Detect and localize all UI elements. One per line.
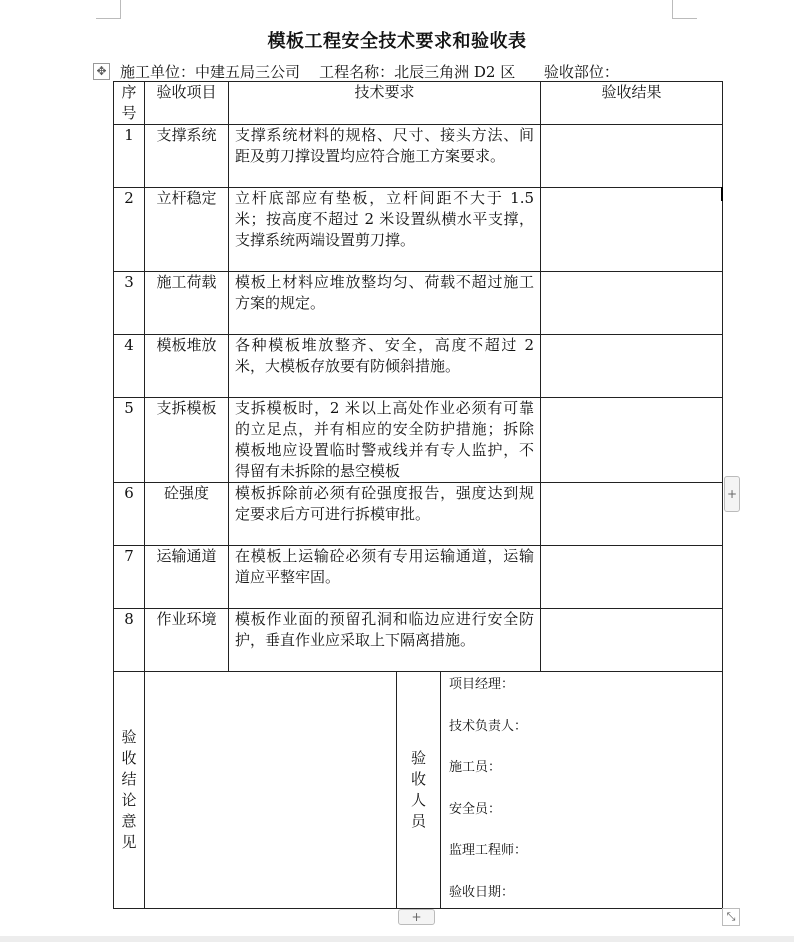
row-requirement: 模板拆除前必须有砼强度报告，强度达到规定要求后方可进行拆模审批。 <box>229 483 541 546</box>
row-number: 3 <box>114 272 145 335</box>
conclusion-label-char: 验 <box>121 728 137 746</box>
conclusion-field[interactable] <box>145 672 397 909</box>
unit-label: 施工单位： <box>120 63 196 81</box>
row-number: 5 <box>114 398 145 483</box>
row-result-field[interactable] <box>541 546 723 609</box>
conclusion-label-char: 收 <box>121 749 137 767</box>
conclusion-label-cell <box>114 672 145 909</box>
header-requirement: 技术要求 <box>229 82 541 125</box>
row-requirement: 立杆底部应有垫板，立杆间距不大于 1.5 米；按高度不超过 2 米设置纵横水平支撑，支撑系统两端设置剪刀撑。 <box>229 188 541 272</box>
row-requirement: 支撑系统材料的规格、尺寸、接头方法、间距及剪刀撑设置均应符合施工方案要求。 <box>229 125 541 188</box>
row-item: 支撑系统 <box>145 125 229 188</box>
row-number: 8 <box>114 609 145 672</box>
row-requirement: 模板上材料应堆放整均匀、荷载不超过施工方案的规定。 <box>229 272 541 335</box>
staff-label-char: 收 <box>410 770 426 788</box>
staff-signature-line[interactable]: 验收日期： <box>449 884 515 900</box>
table-row <box>114 272 723 335</box>
staff-label-char: 验 <box>410 749 426 767</box>
bottom-edge <box>0 936 794 942</box>
conclusion-label-char: 意 <box>121 812 137 830</box>
row-item: 运输通道 <box>145 546 229 609</box>
project-label: 工程名称： <box>319 63 395 81</box>
table-row <box>114 483 723 546</box>
project-value: 北辰三角洲 D2 区 <box>394 63 516 81</box>
acceptance-table <box>113 81 723 909</box>
staff-label-char: 员 <box>410 812 426 830</box>
staff-label-char: 人 <box>410 791 426 809</box>
staff-signature-line[interactable]: 监理工程师： <box>449 843 528 858</box>
table-row <box>114 335 723 398</box>
unit-value: 中建五局三公司 <box>195 63 301 81</box>
table-row <box>114 609 723 672</box>
staff-signature-line[interactable]: 技术负责人： <box>449 718 528 734</box>
row-number: 1 <box>114 125 145 188</box>
table-move-icon[interactable]: ✥ <box>93 63 110 80</box>
row-result-field[interactable] <box>541 188 723 272</box>
staff-signature-line[interactable]: 安全员： <box>449 801 502 817</box>
row-number: 4 <box>114 335 145 398</box>
row-item: 作业环境 <box>145 609 229 672</box>
header-num: 序 号 <box>114 82 145 125</box>
add-row-button[interactable]: + <box>398 909 435 925</box>
table-header-row <box>114 82 723 125</box>
text-cursor <box>721 187 723 201</box>
crop-mark-left <box>96 0 121 19</box>
row-item: 砼强度 <box>145 483 229 546</box>
conclusion-label-char: 结 <box>121 770 137 788</box>
row-result-field[interactable] <box>541 609 723 672</box>
staff-signature-line[interactable]: 项目经理： <box>449 677 515 692</box>
row-number: 2 <box>114 188 145 272</box>
staff-cell <box>397 672 723 909</box>
row-result-field[interactable] <box>541 125 723 188</box>
staff-signature-line[interactable]: 施工员： <box>449 760 502 775</box>
header-item: 验收项目 <box>145 82 229 125</box>
header-result: 验收结果 <box>541 82 723 125</box>
row-requirement: 支拆模板时，2 米以上高处作业必须有可靠的立足点，并有相应的安全防护措施；拆除模板地应设置临时警戒线并有专人监护，不得留有未拆除的悬空模板 <box>229 398 541 483</box>
table-row <box>114 398 723 483</box>
table-row <box>114 125 723 188</box>
row-requirement: 在模板上运输砼必须有专用运输通道，运输道应平整牢固。 <box>229 546 541 609</box>
row-requirement: 模板作业面的预留孔洞和临边应进行安全防护，垂直作业应采取上下隔离措施。 <box>229 609 541 672</box>
conclusion-label-char: 见 <box>121 833 137 851</box>
add-column-button[interactable]: + <box>724 476 740 512</box>
row-item: 支拆模板 <box>145 398 229 483</box>
row-result-field[interactable] <box>541 483 723 546</box>
row-requirement: 各种模板堆放整齐、安全，高度不超过 2 米，大模板存放要有防倾斜措施。 <box>229 335 541 398</box>
row-result-field[interactable] <box>541 272 723 335</box>
row-item: 施工荷载 <box>145 272 229 335</box>
row-item: 模板堆放 <box>145 335 229 398</box>
location-label: 验收部位： <box>543 63 619 81</box>
row-item: 立杆稳定 <box>145 188 229 272</box>
info-line <box>120 61 619 82</box>
row-result-field[interactable] <box>541 398 723 483</box>
table-row <box>114 188 723 272</box>
table-resize-icon[interactable]: ⤡ <box>722 908 740 926</box>
conclusion-label-char: 论 <box>121 791 137 809</box>
row-number: 6 <box>114 483 145 546</box>
row-number: 7 <box>114 546 145 609</box>
document-title: 模板工程安全技术要求和验收表 <box>267 31 527 52</box>
signature-row <box>114 672 723 909</box>
crop-mark-right <box>672 0 697 19</box>
table-row <box>114 546 723 609</box>
row-result-field[interactable] <box>541 335 723 398</box>
